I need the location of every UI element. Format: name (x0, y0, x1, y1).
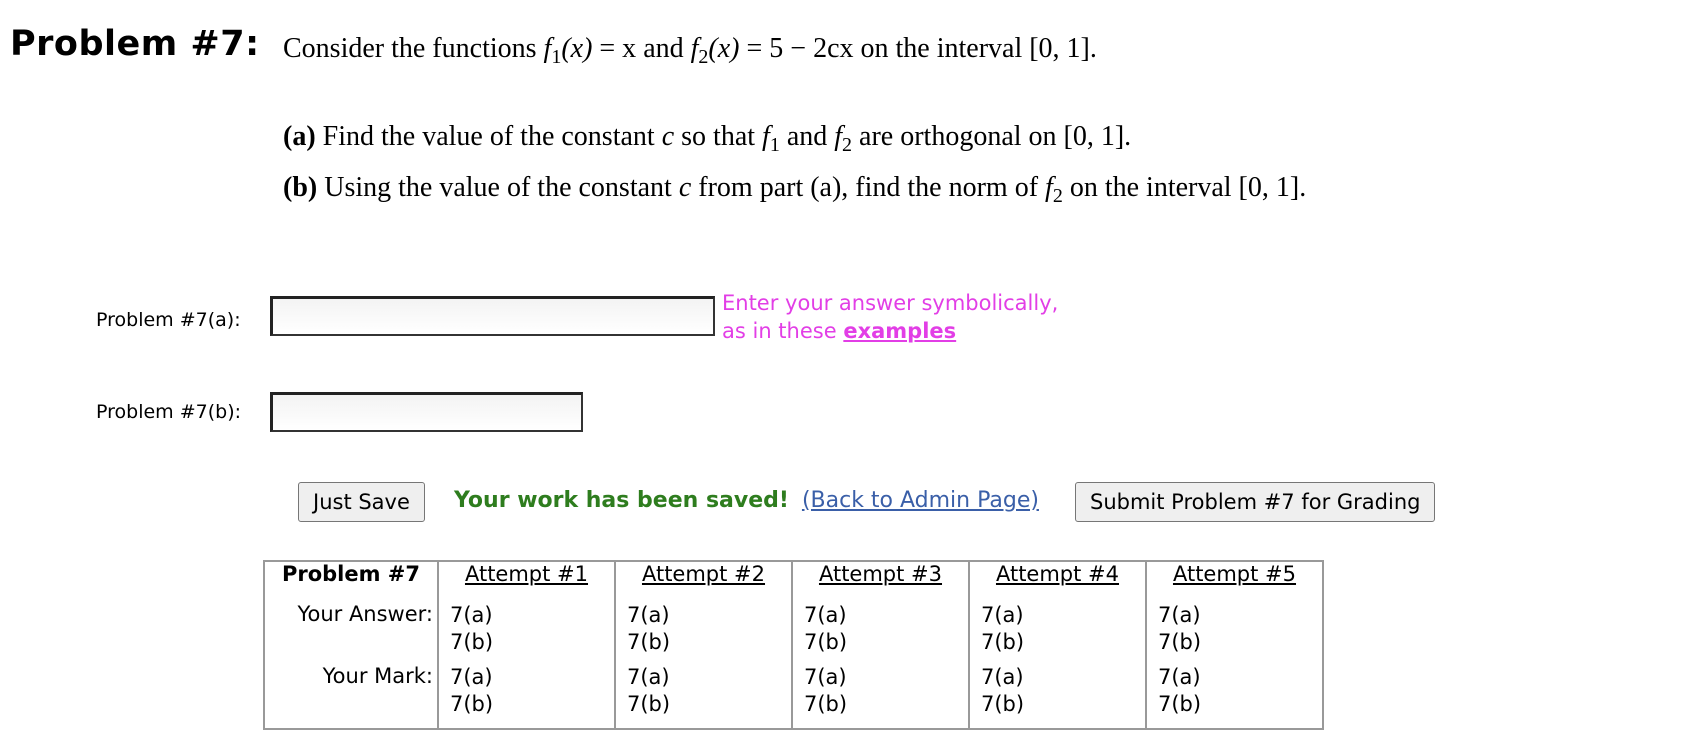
attempts-header-row (264, 561, 1323, 598)
answer-b-label: Problem #7(b): (96, 401, 242, 423)
table-cell: 7(a) 7(b) (438, 598, 615, 664)
examples-link[interactable]: examples (843, 319, 957, 343)
part-b-text: (b) Using the value of the constant c from part (a), find the norm of $f_2$ on the interval [0, 1]. (283, 172, 1307, 207)
your-mark-label: Your Mark: (264, 664, 438, 729)
save-status (454, 488, 1039, 513)
problem-title: Problem #7: (10, 24, 260, 64)
table-cell: 7(a) 7(b) (1146, 598, 1323, 664)
submit-grading-button[interactable]: Submit Problem #7 for Grading (1075, 482, 1435, 522)
table-cell: 7(a) 7(b) (615, 598, 792, 664)
back-to-admin-link[interactable]: (Back to Admin Page) (801, 488, 1039, 513)
table-cell: 7(a) 7(b) (615, 664, 792, 729)
problem-intro: Consider the functions $f_1(x) = x$ and $f_2(x) = 5 - 2cx$ on the interval [0, 1]. (283, 33, 1097, 68)
table-cell: 7(a) 7(b) (1146, 664, 1323, 729)
answer-b-input[interactable] (270, 392, 583, 432)
saved-message: Your work has been saved! (454, 488, 789, 513)
table-cell: 7(a) 7(b) (969, 664, 1146, 729)
answer-a-input[interactable] (270, 296, 715, 336)
your-mark-row (264, 664, 1323, 729)
answer-a-label: Problem #7(a): (96, 309, 241, 331)
attempt-1-header: Attempt #1 (438, 561, 615, 598)
part-a-text: (a) Find the value of the constant c so that $f_1$ and $f_2$ are orthogonal on [0, 1]. (283, 121, 1132, 156)
table-cell: 7(a) 7(b) (792, 598, 969, 664)
attempt-3-header: Attempt #3 (792, 561, 969, 598)
f2-expression: = 5 − 2cx (746, 33, 854, 64)
f1-expression: = x (599, 33, 637, 64)
attempts-table-title: Problem #7 (264, 561, 438, 598)
table-cell: 7(a) 7(b) (792, 664, 969, 729)
your-answer-row (264, 598, 1323, 664)
your-answer-label: Your Answer: (264, 598, 438, 664)
attempt-5-header: Attempt #5 (1146, 561, 1323, 598)
answer-hint: Enter your answer symbolically, as in these examples (722, 291, 1059, 343)
attempts-table (263, 560, 1324, 730)
attempt-4-header: Attempt #4 (969, 561, 1146, 598)
table-cell: 7(a) 7(b) (969, 598, 1146, 664)
attempt-2-header: Attempt #2 (615, 561, 792, 598)
table-cell: 7(a) 7(b) (438, 664, 615, 729)
just-save-button[interactable]: Just Save (298, 482, 425, 522)
